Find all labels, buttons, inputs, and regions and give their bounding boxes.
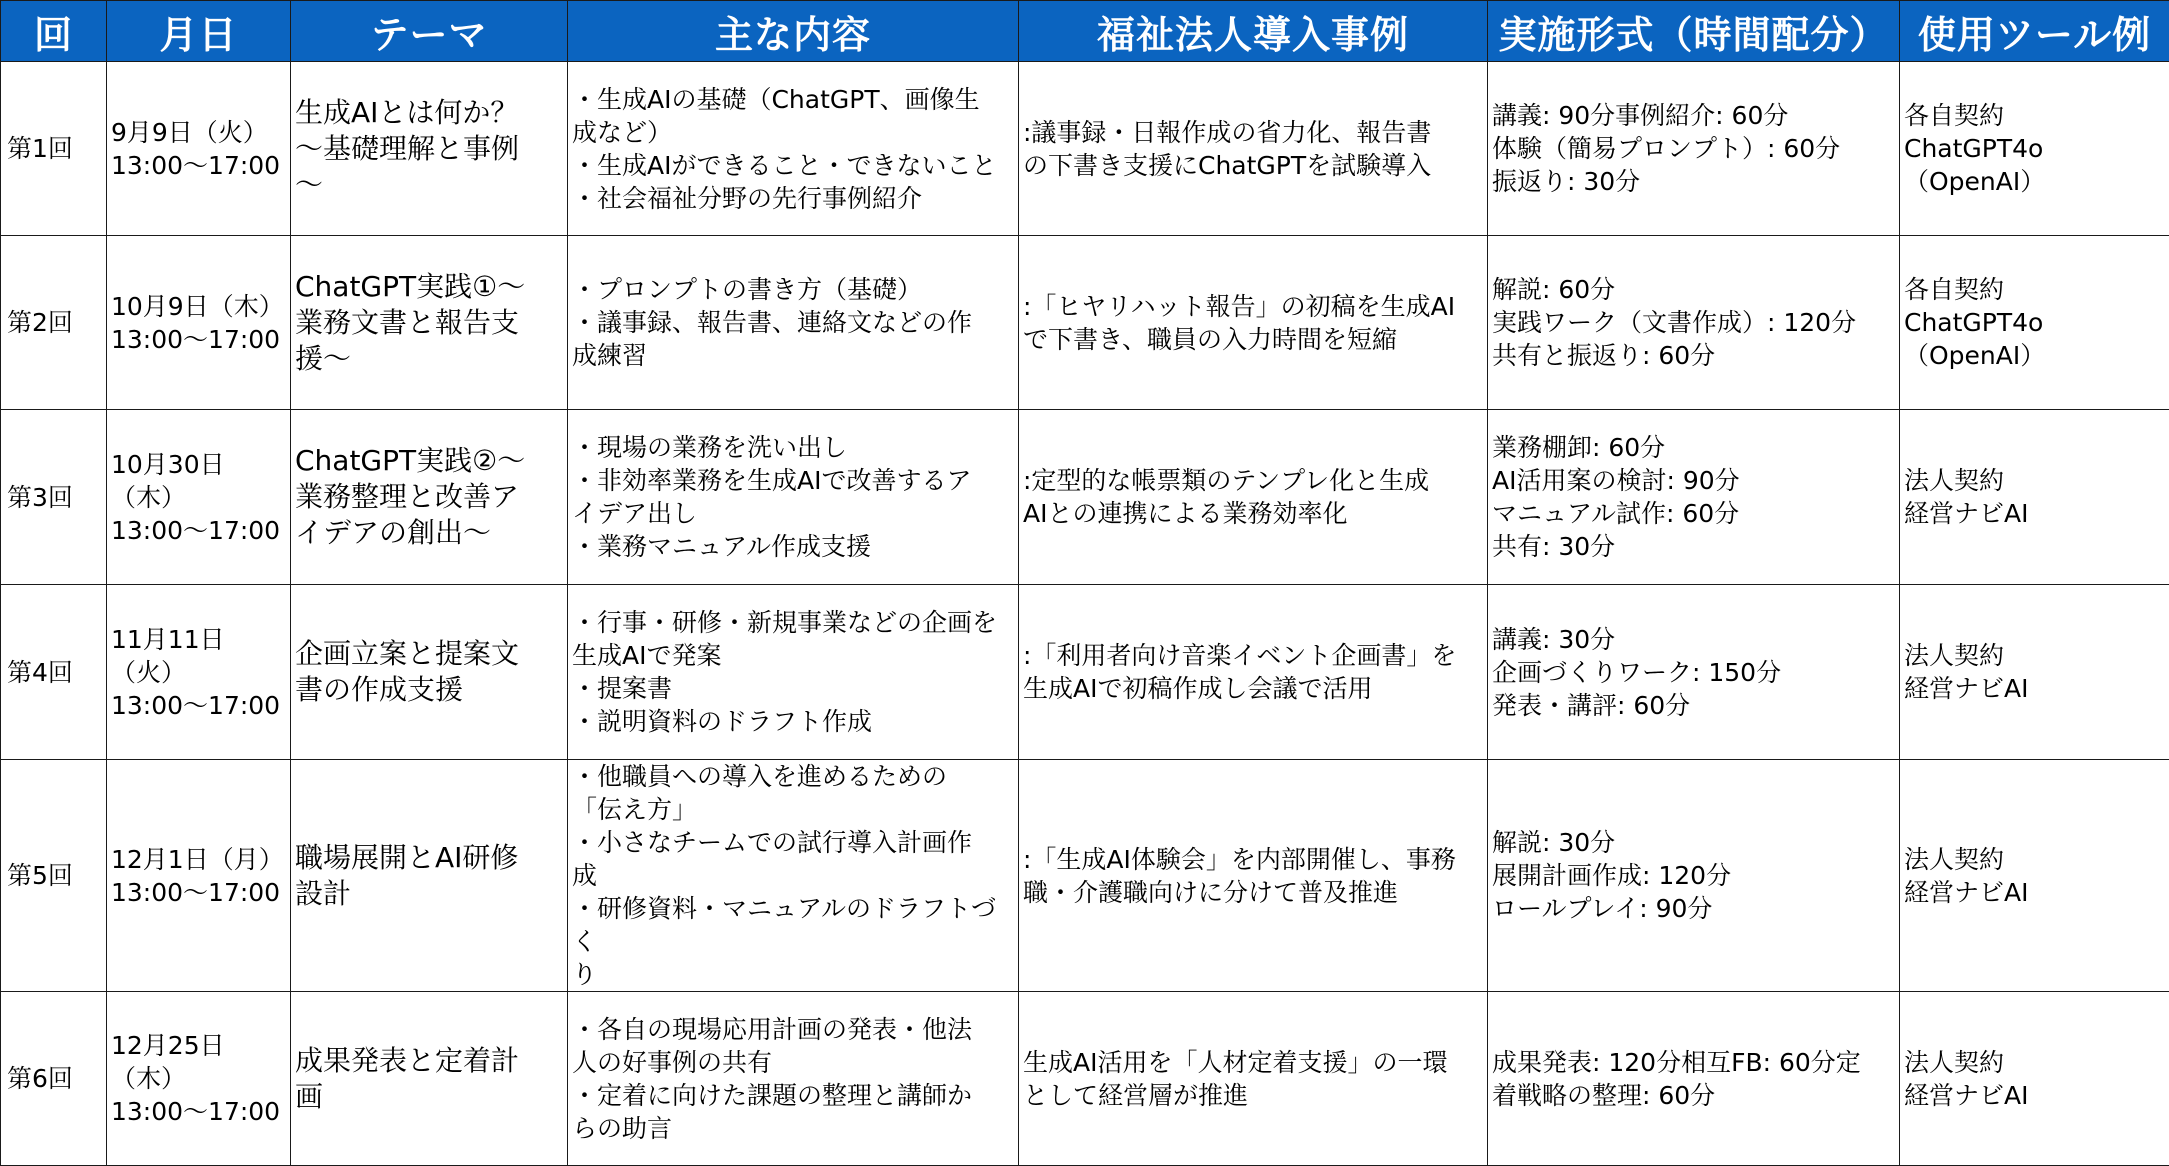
cell-line: 成など） xyxy=(572,116,1014,149)
cell-line: （OpenAI） xyxy=(1904,339,2165,372)
header-case: 福祉法人導入事例 xyxy=(1019,1,1488,62)
cell-line: AI活用案の検討: 90分 xyxy=(1492,464,1895,497)
cell-line: 書の作成支援 xyxy=(295,672,563,708)
cell-round: 第2回 xyxy=(1,236,107,410)
cell-line: イデアの創出～ xyxy=(295,515,563,551)
cell-line: 画 xyxy=(295,1079,563,1115)
cell-tools xyxy=(1900,410,2169,585)
table-row xyxy=(1,992,2169,1166)
cell-content xyxy=(568,992,1019,1166)
cell-line: 成果発表: 120分相互FB: 60分定 xyxy=(1492,1046,1895,1079)
cell-line: 成 xyxy=(572,859,1014,892)
cell-line: ～基礎理解と事例 xyxy=(295,131,563,167)
cell-format xyxy=(1488,760,1900,992)
cell-content xyxy=(568,410,1019,585)
cell-line: 体験（簡易プロンプト）: 60分 xyxy=(1492,132,1895,165)
cell-line: ・他職員への導入を進めるための xyxy=(572,760,1014,793)
cell-line: 成果発表と定着計 xyxy=(295,1043,563,1079)
cell-line: 人の好事例の共有 xyxy=(572,1046,1014,1079)
cell-date xyxy=(107,410,291,585)
cell-line: 共有: 30分 xyxy=(1492,530,1895,563)
cell-line: ・非効率業務を生成AIで改善するア xyxy=(572,464,1014,497)
cell-line: ・生成AIができること・できないこと xyxy=(572,149,1014,182)
cell-line: 13:00～17:00 xyxy=(111,149,286,182)
header-theme: テーマ xyxy=(291,1,568,62)
cell-line: 経営ナビAI xyxy=(1904,1079,2165,1112)
cell-line: 職場展開とAI研修 xyxy=(295,840,563,876)
cell-line: ChatGPT実践①～ xyxy=(295,269,563,305)
header-tools: 使用ツール例 xyxy=(1900,1,2169,62)
header-row xyxy=(1,1,2169,62)
cell-line: （木） xyxy=(111,481,286,514)
cell-line: （火） xyxy=(111,656,286,689)
cell-date xyxy=(107,992,291,1166)
cell-content xyxy=(568,62,1019,236)
cell-line: 解説: 60分 xyxy=(1492,273,1895,306)
cell-round: 第5回 xyxy=(1,760,107,992)
cell-line: :定型的な帳票類のテンプレ化と生成 xyxy=(1023,464,1483,497)
cell-theme xyxy=(291,760,568,992)
cell-tools xyxy=(1900,992,2169,1166)
cell-line: 業務整理と改善ア xyxy=(295,479,563,515)
cell-line: 経営ナビAI xyxy=(1904,497,2165,530)
cell-case xyxy=(1019,585,1488,760)
cell-line: 13:00～17:00 xyxy=(111,1095,286,1128)
table-row xyxy=(1,62,2169,236)
cell-line: 解説: 30分 xyxy=(1492,826,1895,859)
cell-line: （OpenAI） xyxy=(1904,165,2165,198)
cell-format xyxy=(1488,410,1900,585)
cell-round: 第6回 xyxy=(1,992,107,1166)
cell-line: 講義: 30分 xyxy=(1492,623,1895,656)
cell-round: 第3回 xyxy=(1,410,107,585)
cell-line: で下書き、職員の入力時間を短縮 xyxy=(1023,323,1483,356)
cell-line: 実践ワーク（文書作成）: 120分 xyxy=(1492,306,1895,339)
cell-format xyxy=(1488,62,1900,236)
header-round: 回 xyxy=(1,1,107,62)
cell-line: 経営ナビAI xyxy=(1904,876,2165,909)
cell-line: 共有と振返り: 60分 xyxy=(1492,339,1895,372)
cell-line: 企画立案と提案文 xyxy=(295,636,563,672)
cell-line: マニュアル試作: 60分 xyxy=(1492,497,1895,530)
table-row xyxy=(1,236,2169,410)
cell-format xyxy=(1488,585,1900,760)
header-content: 主な内容 xyxy=(568,1,1019,62)
cell-theme xyxy=(291,585,568,760)
cell-round: 第4回 xyxy=(1,585,107,760)
cell-theme xyxy=(291,410,568,585)
cell-line: 13:00～17:00 xyxy=(111,876,286,909)
header-format: 実施形式（時間配分） xyxy=(1488,1,1900,62)
cell-line: 法人契約 xyxy=(1904,639,2165,672)
cell-line: 援～ xyxy=(295,341,563,377)
cell-content xyxy=(568,585,1019,760)
cell-tools xyxy=(1900,585,2169,760)
cell-line: ・業務マニュアル作成支援 xyxy=(572,530,1014,563)
cell-date xyxy=(107,236,291,410)
cell-line: ・行事・研修・新規事業などの企画を xyxy=(572,606,1014,639)
cell-line: 各自契約 xyxy=(1904,273,2165,306)
cell-line: ・プロンプトの書き方（基礎） xyxy=(572,273,1014,306)
cell-line: 各自契約 xyxy=(1904,99,2165,132)
cell-line: :議事録・日報作成の省力化、報告書 xyxy=(1023,116,1483,149)
cell-line: ～ xyxy=(295,167,563,203)
cell-line: :「生成AI体験会」を内部開催し、事務 xyxy=(1023,843,1483,876)
cell-line: として経営層が推進 xyxy=(1023,1079,1483,1112)
cell-line: 13:00～17:00 xyxy=(111,323,286,356)
cell-line: 経営ナビAI xyxy=(1904,672,2165,705)
cell-line: 11月11日 xyxy=(111,623,286,656)
cell-line: 法人契約 xyxy=(1904,843,2165,876)
cell-line: ・現場の業務を洗い出し xyxy=(572,431,1014,464)
cell-line: ・研修資料・マニュアルのドラフトづく xyxy=(572,892,1014,958)
cell-line: り xyxy=(572,958,1014,991)
cell-date xyxy=(107,62,291,236)
cell-line: AIとの連携による業務効率化 xyxy=(1023,497,1483,530)
cell-line: ・生成AIの基礎（ChatGPT、画像生 xyxy=(572,83,1014,116)
cell-tools xyxy=(1900,62,2169,236)
cell-line: :「ヒヤリハット報告」の初稿を生成AI xyxy=(1023,290,1483,323)
cell-tools xyxy=(1900,760,2169,992)
cell-case xyxy=(1019,236,1488,410)
cell-line: 生成AIで初稿作成し会議で活用 xyxy=(1023,672,1483,705)
cell-line: の下書き支援にChatGPTを試験導入 xyxy=(1023,149,1483,182)
cell-content xyxy=(568,760,1019,992)
cell-line: 「伝え方」 xyxy=(572,793,1014,826)
cell-line: ・定着に向けた課題の整理と講師か xyxy=(572,1079,1014,1112)
cell-line: 振返り: 30分 xyxy=(1492,165,1895,198)
cell-line: 職・介護職向けに分けて普及推進 xyxy=(1023,876,1483,909)
table-row xyxy=(1,760,2169,992)
cell-line: ・議事録、報告書、連絡文などの作 xyxy=(572,306,1014,339)
cell-line: ChatGPT実践②～ xyxy=(295,443,563,479)
cell-line: 生成AIとは何か？ xyxy=(295,95,563,131)
cell-line: ・提案書 xyxy=(572,672,1014,705)
cell-format xyxy=(1488,236,1900,410)
cell-line: 企画づくりワーク: 150分 xyxy=(1492,656,1895,689)
cell-line: 10月9日（木） xyxy=(111,290,286,323)
cell-line: イデア出し xyxy=(572,497,1014,530)
cell-line: 13:00～17:00 xyxy=(111,689,286,722)
table-row xyxy=(1,410,2169,585)
cell-case xyxy=(1019,62,1488,236)
cell-line: 10月30日 xyxy=(111,448,286,481)
cell-line: （木） xyxy=(111,1062,286,1095)
cell-line: ・小さなチームでの試行導入計画作 xyxy=(572,826,1014,859)
cell-line: 9月9日（火） xyxy=(111,116,286,149)
cell-theme xyxy=(291,62,568,236)
cell-round: 第1回 xyxy=(1,62,107,236)
cell-line: 成練習 xyxy=(572,339,1014,372)
cell-line: 法人契約 xyxy=(1904,464,2165,497)
cell-line: ロールプレイ: 90分 xyxy=(1492,892,1895,925)
cell-tools xyxy=(1900,236,2169,410)
cell-format xyxy=(1488,992,1900,1166)
cell-line: 講義: 90分事例紹介: 60分 xyxy=(1492,99,1895,132)
table-body xyxy=(1,62,2169,1166)
cell-line: 生成AIで発案 xyxy=(572,639,1014,672)
cell-date xyxy=(107,585,291,760)
cell-case xyxy=(1019,410,1488,585)
cell-line: ・社会福祉分野の先行事例紹介 xyxy=(572,182,1014,215)
cell-line: 着戦略の整理: 60分 xyxy=(1492,1079,1895,1112)
table-row xyxy=(1,585,2169,760)
cell-line: 13:00～17:00 xyxy=(111,514,286,547)
cell-line: ・説明資料のドラフト作成 xyxy=(572,705,1014,738)
cell-line: らの助言 xyxy=(572,1112,1014,1145)
cell-theme xyxy=(291,236,568,410)
cell-case xyxy=(1019,760,1488,992)
cell-line: 業務棚卸: 60分 xyxy=(1492,431,1895,464)
cell-line: 12月25日 xyxy=(111,1029,286,1062)
cell-case xyxy=(1019,992,1488,1166)
table-header xyxy=(1,1,2169,62)
cell-line: 12月1日（月） xyxy=(111,843,286,876)
cell-line: 設計 xyxy=(295,876,563,912)
cell-line: 業務文書と報告支 xyxy=(295,305,563,341)
cell-line: ChatGPT4o xyxy=(1904,306,2165,339)
cell-line: ChatGPT4o xyxy=(1904,132,2165,165)
cell-line: 生成AI活用を「人材定着支援」の一環 xyxy=(1023,1046,1483,1079)
cell-line: :「利用者向け音楽イベント企画書」を xyxy=(1023,639,1483,672)
cell-line: 発表・講評: 60分 xyxy=(1492,689,1895,722)
cell-theme xyxy=(291,992,568,1166)
cell-date xyxy=(107,760,291,992)
cell-line: 展開計画作成: 120分 xyxy=(1492,859,1895,892)
cell-line: ・各自の現場応用計画の発表・他法 xyxy=(572,1013,1014,1046)
header-date: 月日 xyxy=(107,1,291,62)
cell-line: 法人契約 xyxy=(1904,1046,2165,1079)
cell-content xyxy=(568,236,1019,410)
